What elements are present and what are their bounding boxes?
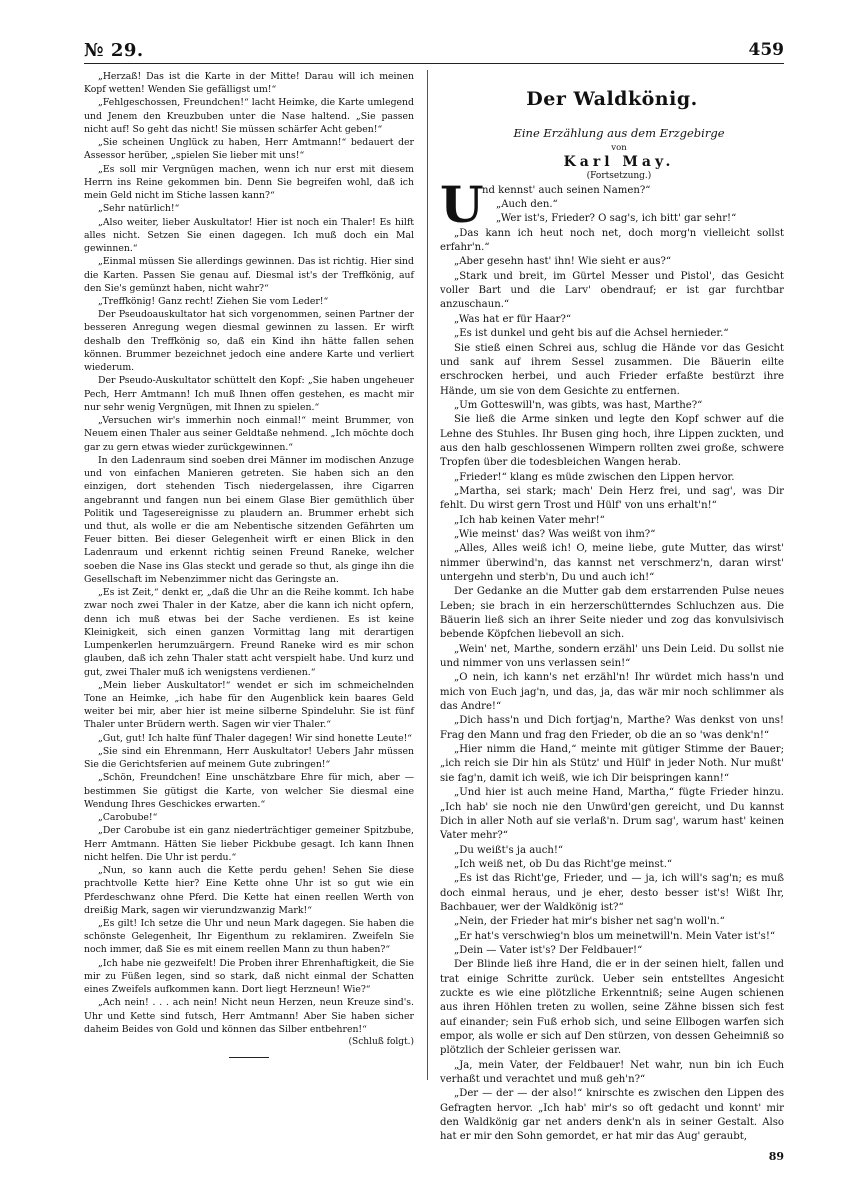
paragraph: „Um Gotteswill'n, was gibts, was hast, Marthe?“ xyxy=(454,399,703,411)
end-rule xyxy=(229,1057,269,1058)
paragraph: „Versuchen wir's immerhin noch einmal!“ meint Brummer, von Neuem einen Thaler aus seiner Geldtaße nehmend. „Ich möchte doch gar zu gern etwas wieder zurückgewinnen.“ xyxy=(84,415,414,453)
paragraph: „O nein, ich kann's net erzähl'n! Ihr würdet mich hass'n und mich von Euch jag'n, und das, ja, das wär mir noch schlimmer als das Andre!“ xyxy=(440,672,784,713)
header-rule xyxy=(84,63,784,64)
story-title: Der Waldkönig. xyxy=(526,88,698,110)
paragraph: „Treffkönig! Ganz recht! Ziehen Sie vom Leder!“ xyxy=(98,295,329,307)
paragraph: „Mein lieber Auskultator!“ wendet er sich im schmeichelnden Tone an Heimke, „ich habe für den Augenblick kein baares Geld weiter bei mir, aber hier ist meine silberne Spindeluhr. Sie ist fünf Thaler unter Brüdern werth. Sagen wir vier Thaler.“ xyxy=(84,679,414,731)
paragraph: „Es ist Zeit,“ denkt er, „daß die Uhr an die Reihe kommt. Ich habe zwar noch zwei Thaler in der Katze, aber die kann ich nicht opfern, denn ich muß etwas bei der Sache verdienen. Es ist keine Kleinigkeit, sich einen ganzen Vormittag lang mit derartigen Lumpenkerlen herumzuärgern. Freund Raneke wird es mir schon glauben, daß ich zehn Thaler statt acht verspielt habe. Und kurz und gut, zwei Thaler muß ich wenigstens verdienen.“ xyxy=(84,587,414,678)
paragraph: „Wer ist's, Frieder? O sag's, ich bitt' gar sehr!“ xyxy=(496,213,737,225)
paragraph: „Schön, Freundchen! Eine unschätzbare Ehre für mich, aber — bestimmen Sie gütigst die Karte, von welcher Sie diesmal eine Wendung Ihres Geschickes erwarten.“ xyxy=(84,772,414,810)
paragraph: „Fehlgeschossen, Freundchen!“ lacht Heimke, die Karte umlegend und Jenem den Kreuzbuben unter die Nase haltend. „Sie passen nicht auf! So geht das nicht! Sie müssen schärfer Acht geben!“ xyxy=(84,97,414,135)
paragraph: Der Pseudoauskultator hat sich vorgenommen, seinen Partner der besseren Anregung wegen diesmal gewinnen zu lassen. Er wirft deshalb den Treffkönig so, daß ein Kind ihn hätte fallen sehen können. Brummer bezeichnet jedoch eine andere Karte und verliert wiederum. xyxy=(84,309,414,374)
paragraph: „Der Carobube ist ein ganz niederträchtiger gemeiner Spitzbube, Herr Amtmann. Hätten Sie lieber Pickbube gesagt. Ich kann Ihnen nicht helfen. Die Uhr ist perdu.“ xyxy=(84,825,414,863)
paragraph: „Der — der — der also!“ knirschte es zwischen den Lippen des Gefragten hervor. „Ich hab' mir's so oft gedacht und konnt' mir den Waldkönig gar net anders denk'n als in seiner Gestalt. Also hat er mir den Sohn gemordet, er hat mir das Aug' geraubt, xyxy=(440,1088,784,1143)
paragraph: „Gut, gut! Ich halte fünf Thaler dagegen! Wir sind honette Leute!“ xyxy=(98,732,413,744)
paragraph: „Stark und breit, im Gürtel Messer und Pistol', das Gesicht voller Bart und die Larv' obendrauf; er ist gar furchtbar anzuschaun.“ xyxy=(440,270,784,311)
paragraph: In den Ladenraum sind soeben drei Männer im modischen Anzuge und von einfachen Manieren getreten. Sie haben sich an den einzigen, dort stehenden Tisch niedergelassen, ihre Cigarren angebrannt und fangen nun bei einem Glase Bier gemüthlich über Politik und Tagesereignisse zu plaudern an. Brummer erhebt sich und thut, als wolle er die am Nebentische sitzenden Gefährten um Feuer bitten. Bei dieser Gelegenheit wirft er einen Blick in den Ladenraum und erkennt richtig seinen Freund Raneke, welcher soeben die Nase ins Glas steckt und gerade so thut, als ginge ihn die Gesellschaft im Nebenzimmer nicht das Geringste an. xyxy=(84,454,414,585)
paragraph: Der Pseudo-Auskultator schüttelt den Kopf: „Sie haben ungeheuer Pech, Herr Amtmann! Ich muß Ihnen offen gestehen, es macht mir nur sehr wenig Vergnügen, mit Ihnen zu spielen.“ xyxy=(84,375,414,413)
paragraph: „Wein' net, Marthe, sondern erzähl' uns Dein Leid. Du sollst nie und nimmer von uns verlassen sein!“ xyxy=(440,643,784,670)
continuation-note: (Schluß folgt.) xyxy=(348,1037,414,1048)
paragraph: „Einmal müssen Sie allerdings gewinnen. Das ist richtig. Hier sind die Karten. Passen Sie genau auf. Diesmal ist's der Treffkönig, auf den Sie's gemünzt haben, nicht wahr?“ xyxy=(84,256,414,294)
paragraph: „Ach nein! . . . ach nein! Nicht neun Herzen, neun Kreuze sind's. Uhr und Kette sind futsch, Herr Amtmann! Aber Sie haben sicher daheim Beides von Gold und können das Silber entbehren!“ xyxy=(84,997,414,1035)
paragraph: Der Blinde ließ ihre Hand, die er in der seinen hielt, fallen und trat einige Schritte zurück. Ueber sein entstelltes Angesicht zuckte es wie eine plötzliche Erkenntniß; seine Augen schienen aus ihren Höhlen treten zu wollen, seine Zähne bissen sich fest auf einander; sein Fuß erhob sich, und seine Ellbogen warfen sich empor, als wolle er sich auf Den stürzen, von dessen Geheimniß so plötzlich der Schleier gerissen war. xyxy=(440,959,784,1057)
story-by: von xyxy=(611,142,627,153)
page-header xyxy=(84,40,784,64)
paragraph: „Es ist das Richt'ge, Frieder, und — ja, ich will's sag'n; es muß doch einmal heraus, und je eher, desto besser ist's! Wißt Ihr, Bachbauer, wer der Waldkönig ist?“ xyxy=(440,873,784,913)
story-subtitle: Eine Erzählung aus dem Erzgebirge xyxy=(513,126,725,141)
paragraph: „Wie meinst' das? Was weißt von ihm?“ xyxy=(454,528,656,540)
paragraph: Sie ließ die Arme sinken und legte den Kopf schwer auf die Lehne des Stuhles. Ihr Busen ging hoch, ihre Lippen zuckten, und aus den halb geschlossenen Wimpern rollten zwei große, schwere Tropfen über die todesbleichen Wangen herab. xyxy=(440,414,784,469)
page-number: 459 xyxy=(748,40,784,60)
opening-text: nd kennst' auch seinen Namen?“ xyxy=(482,184,651,196)
paragraph: „Nein, der Frieder hat mir's bisher net sag'n woll'n.“ xyxy=(454,916,725,928)
paragraph: „Ich habe nie gezweifelt! Die Proben ihrer Ehrenhaftigkeit, die Sie mir zu Füßen legen, sind so stark, daß nicht einmal der Schatten eines Zweifels aufkommen kann. Dort liegt Herzneun! Wie?“ xyxy=(84,957,414,996)
issue-number: № 29. xyxy=(84,40,144,61)
story-author: Karl May. xyxy=(563,154,675,171)
paragraph: „Es ist dunkel und geht bis auf die Achsel hernieder.“ xyxy=(454,328,729,340)
left-column xyxy=(84,70,414,1058)
paragraph: „Alles, Alles weiß ich! O, meine liebe, gute Mutter, das wirst' nimmer überwind'n, das kannst net verschmerz'n, daran wirst' untergehn und sterb'n, Du und auch ich!“ xyxy=(440,543,784,583)
paragraph: „Auch den.“ xyxy=(496,199,558,211)
paragraph: „Ja, mein Vater, der Feldbauer! Net wahr, nun bin ich Euch verhaßt und verachtet und muß geh'n?“ xyxy=(440,1059,784,1086)
paragraph: „Aber gesehn hast' ihn! Wie sieht er aus?“ xyxy=(454,256,672,268)
right-column xyxy=(440,70,784,1145)
paragraph: Der Gedanke an die Mutter gab dem erstarrenden Pulse neues Leben; sie brach in ein herzerschütterndes Schluchzen aus. Die Bäuerin ließ sich an ihrer Seite nieder und zog das konvulsivisch bebende Köpfchen liebevoll an sich. xyxy=(440,586,784,641)
paragraph: „Und hier ist auch meine Hand, Martha,“ fügte Frieder hinzu. „Ich hab' sie noch nie den Unwürd'gen gereicht, und Du kannst Dich in aller Noth auf sie verlaß'n. Drum sag', warum hast' keinen Vater mehr?“ xyxy=(440,787,784,842)
paragraph: „Er hat's verschwieg'n blos um meinetwill'n. Mein Vater ist's!“ xyxy=(454,930,776,942)
continuation-label: (Fortsetzung.) xyxy=(586,171,652,182)
sheet-number: 89 xyxy=(768,1150,784,1163)
paragraph: „Es soll mir Vergnügen machen, wenn ich nur erst mit diesem Herrn ins Reine gekommen bin. Denn Sie begreifen wohl, daß ich mein Geld nicht im Stiche lassen kann?“ xyxy=(84,163,414,202)
paragraph: „Hier nimm die Hand,“ meinte mit gütiger Stimme der Bauer; „ich reich sie Dir hin als Stütz' und Hülf' in jeder Noth. Nur mußt' sie fag'n, damit ich weiß, wie ich Dir beispringen kann!“ xyxy=(440,744,784,784)
paragraph: „Dein — Vater ist's? Der Feldbauer!“ xyxy=(454,944,643,956)
paragraph: „Martha, sei stark; mach' Dein Herz frei, und sag', was Dir fehlt. Du wirst gern Trost und Hülf' von uns erhalt'n!“ xyxy=(440,485,784,512)
paragraph: „Was hat er für Haar?“ xyxy=(454,313,572,325)
drop-cap: U xyxy=(440,174,484,234)
paragraph: „Frieder!“ klang es müde zwischen den Lippen hervor. xyxy=(454,471,735,483)
paragraph: Sie stieß einen Schrei aus, schlug die Hände vor das Gesicht und sank auf ihrem Sessel zusammen. Die Bäuerin eilte erschrocken herbei, und auch Frieder erfaßte bestürzt ihre Hände, um sie von dem Gesichte zu entfernen. xyxy=(440,342,784,397)
paragraph: „Ich weiß net, ob Du das Richt'ge meinst.“ xyxy=(454,858,673,870)
paragraph: „Carobube!“ xyxy=(98,812,158,824)
paragraph: „Das kann ich heut noch net, doch morg'n vielleicht sollst erfahr'n.“ xyxy=(440,227,784,254)
paragraph: „Sie sind ein Ehrenmann, Herr Auskultator! Uebers Jahr müssen Sie die Gerichtsferien auf meinem Gute zubringen!“ xyxy=(84,745,414,771)
paragraph: „Dich hass'n und Dich fortjag'n, Marthe? Was denkst von uns! Frag den Mann und frag den Frieder, ob die an so 'was denk'n!“ xyxy=(440,715,784,741)
paragraph: „Sehr natürlich!“ xyxy=(98,203,180,215)
paragraph: „Du weißt's ja auch!“ xyxy=(454,844,564,856)
paragraph: „Herzaß! Das ist die Karte in der Mitte! Darau will ich meinen Kopf wetten! Wenden Sie gefälligst um!“ xyxy=(84,71,414,96)
paragraph: „Nun, so kann auch die Kette perdu gehen! Sehen Sie diese prachtvolle Kette hier? Eine Kette ohne Uhr ist so gut wie ein Pferdeschwanz ohne Pferd. Die Kette hat einen reellen Werth von dreißig Mark, sagen wir vierundzwanzig Mark!“ xyxy=(84,865,414,916)
paragraph: „Also weiter, lieber Auskultator! Hier ist noch ein Thaler! Es hilft alles nicht. Setzen Sie einen dagegen. Ich muß doch ein Mal gewinnen.“ xyxy=(84,216,414,255)
column-divider xyxy=(427,70,428,1080)
paragraph: „Sie scheinen Unglück zu haben, Herr Amtmann!“ bedauert der Assessor herüber, „spielen Sie lieber mit uns!“ xyxy=(84,137,414,162)
paragraph: „Es gilt! Ich setze die Uhr und neun Mark dagegen. Sie haben die schönste Gelegenheit, Ihr Eigenthum zu reklamiren. Zweifeln Sie noch immer, daß Sie es mit einem reellen Mann zu thun haben?“ xyxy=(84,918,414,956)
paragraph: „Ich hab keinen Vater mehr!“ xyxy=(454,514,605,526)
